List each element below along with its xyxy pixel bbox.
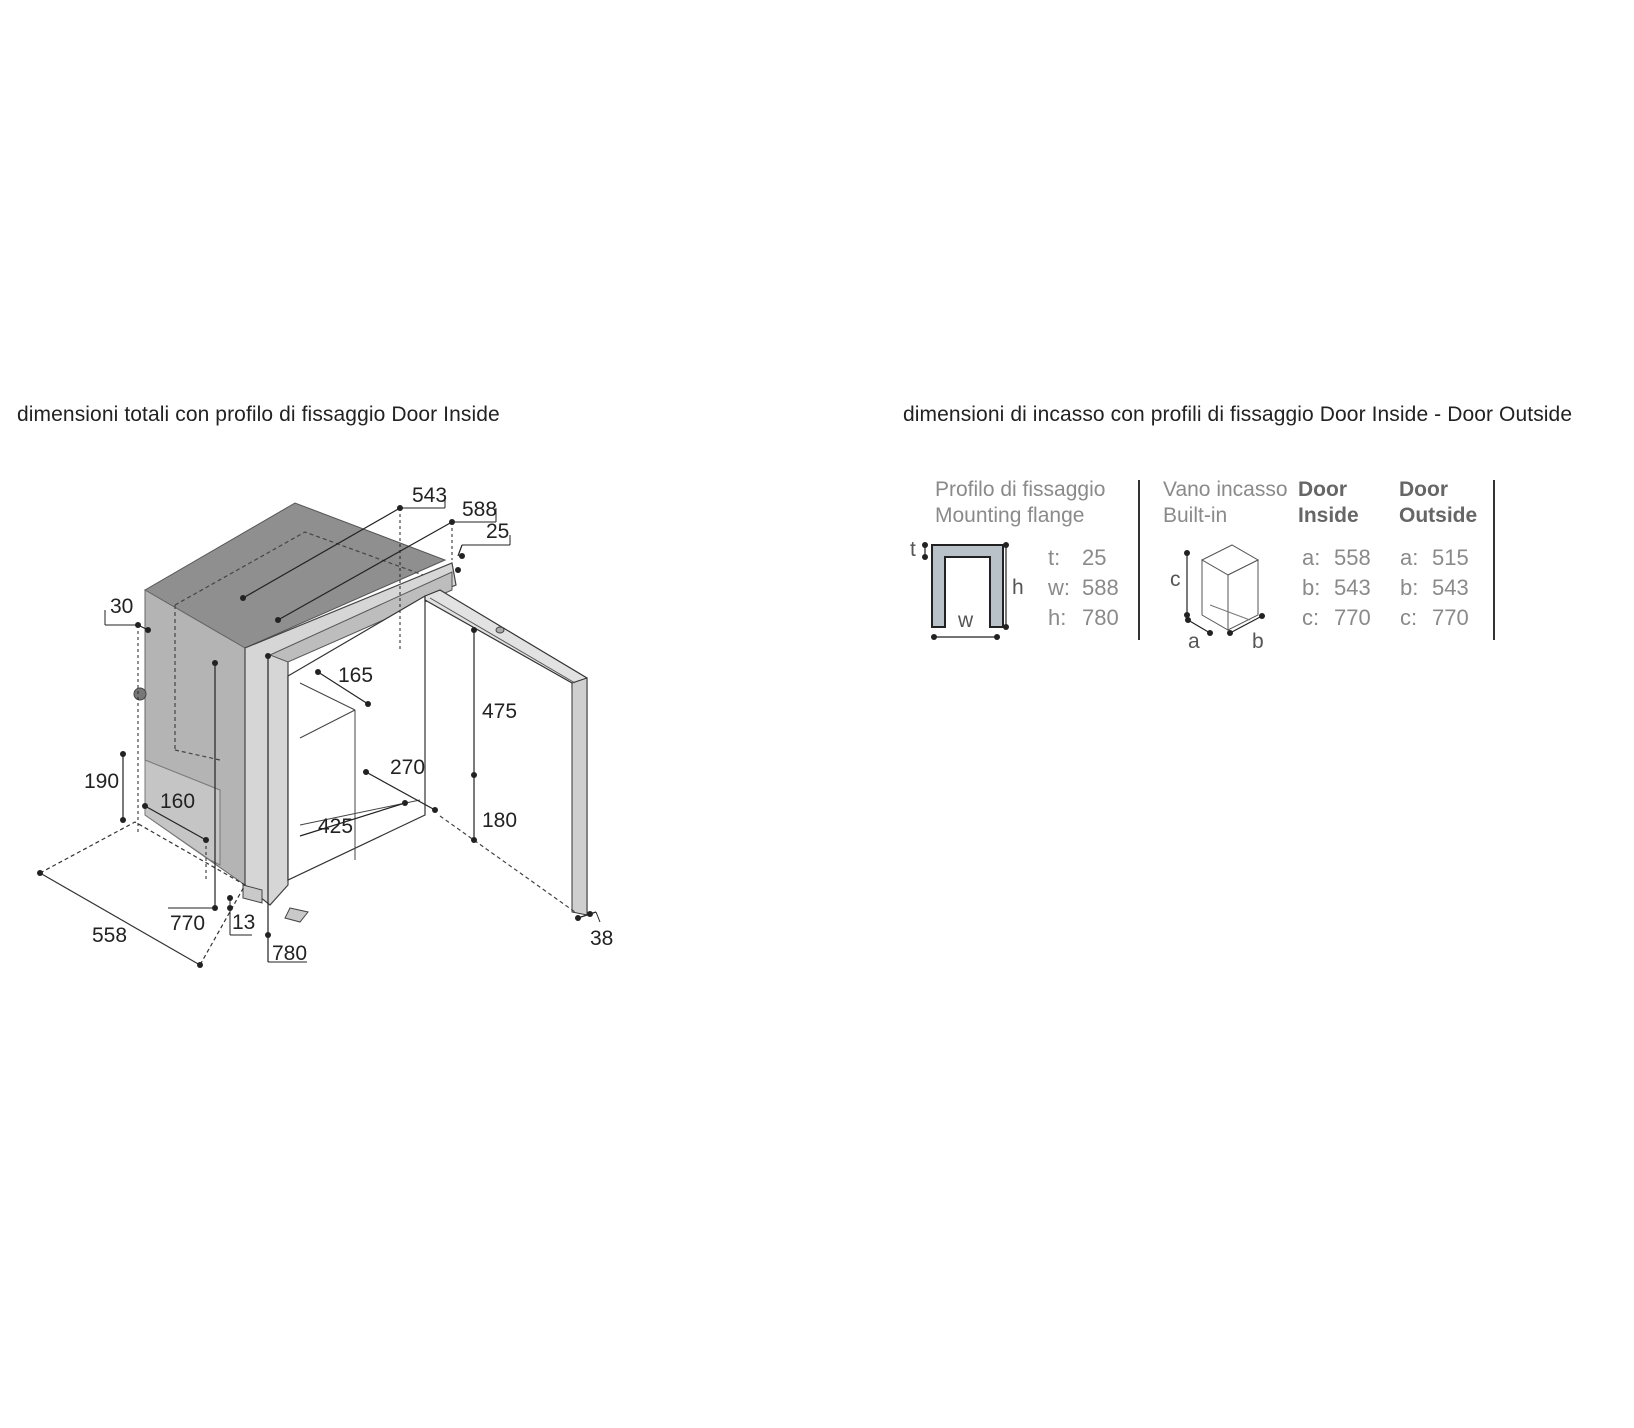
door-inside-row-value: 543 xyxy=(1334,575,1371,600)
flange-letter-h: h xyxy=(1012,576,1024,599)
dim-160: 160 xyxy=(160,790,196,813)
flange-row-value: 25 xyxy=(1082,545,1107,570)
door-outside-row-value: 543 xyxy=(1432,575,1469,600)
mounting-flange-icon xyxy=(910,538,1024,640)
flange-row-value: 780 xyxy=(1082,605,1119,630)
dim-190: 190 xyxy=(84,770,120,793)
dim-588: 588 xyxy=(462,498,498,521)
door-outside-title: Outside xyxy=(1399,504,1478,527)
dim-180: 180 xyxy=(482,809,518,832)
flange-row-key: w: xyxy=(1048,575,1070,600)
dim-558: 558 xyxy=(92,924,128,947)
dim-425: 425 xyxy=(318,815,354,838)
door-outside-row-value: 770 xyxy=(1432,605,1469,630)
left-diagram-heading: dimensioni totali con profilo di fissaggio Door Inside xyxy=(17,403,500,426)
door-inside-title: Inside xyxy=(1298,504,1359,527)
door-outside-row-key: a: xyxy=(1400,545,1419,570)
door-inside-row-key: b: xyxy=(1302,575,1321,600)
dim-543: 543 xyxy=(412,484,448,507)
door-inside-row-key: a: xyxy=(1302,545,1321,570)
flange-title-en: Mounting flange xyxy=(935,504,1085,527)
door-inside-row-key: c: xyxy=(1302,605,1320,630)
flange-letter-w: w xyxy=(958,609,974,632)
builtin-letter-c: c xyxy=(1170,568,1181,591)
dim-475: 475 xyxy=(482,700,518,723)
dim-165: 165 xyxy=(338,664,374,687)
flange-row-key: t: xyxy=(1048,545,1061,570)
door-inside-row-value: 558 xyxy=(1334,545,1371,570)
builtin-box-icon xyxy=(1170,545,1265,653)
door-outside-title: Door xyxy=(1399,478,1448,501)
dim-270: 270 xyxy=(390,756,426,779)
dim-30: 30 xyxy=(110,595,134,618)
flange-letter-t: t xyxy=(910,538,916,561)
dim-770: 770 xyxy=(170,912,206,935)
dim-13: 13 xyxy=(232,911,256,934)
dim-25: 25 xyxy=(486,520,510,543)
builtin-letter-b: b xyxy=(1252,630,1264,653)
builtin-title-en: Built-in xyxy=(1163,504,1228,527)
door-outside-row-key: c: xyxy=(1400,605,1418,630)
door-outside-row-key: b: xyxy=(1400,575,1419,600)
door-outside-row-value: 515 xyxy=(1432,545,1469,570)
flange-row-value: 588 xyxy=(1082,575,1119,600)
right-diagram-heading: dimensioni di incasso con profili di fissaggio Door Inside - Door Outside xyxy=(903,403,1573,426)
door-inside-row-value: 770 xyxy=(1334,605,1371,630)
dim-780: 780 xyxy=(272,942,308,965)
flange-row-key: h: xyxy=(1048,605,1067,630)
dim-38: 38 xyxy=(590,927,614,950)
builtin-title-it: Vano incasso xyxy=(1163,478,1288,501)
flange-title-it: Profilo di fissaggio xyxy=(935,478,1106,501)
door-inside-title: Door xyxy=(1298,478,1347,501)
builtin-letter-a: a xyxy=(1188,630,1200,653)
